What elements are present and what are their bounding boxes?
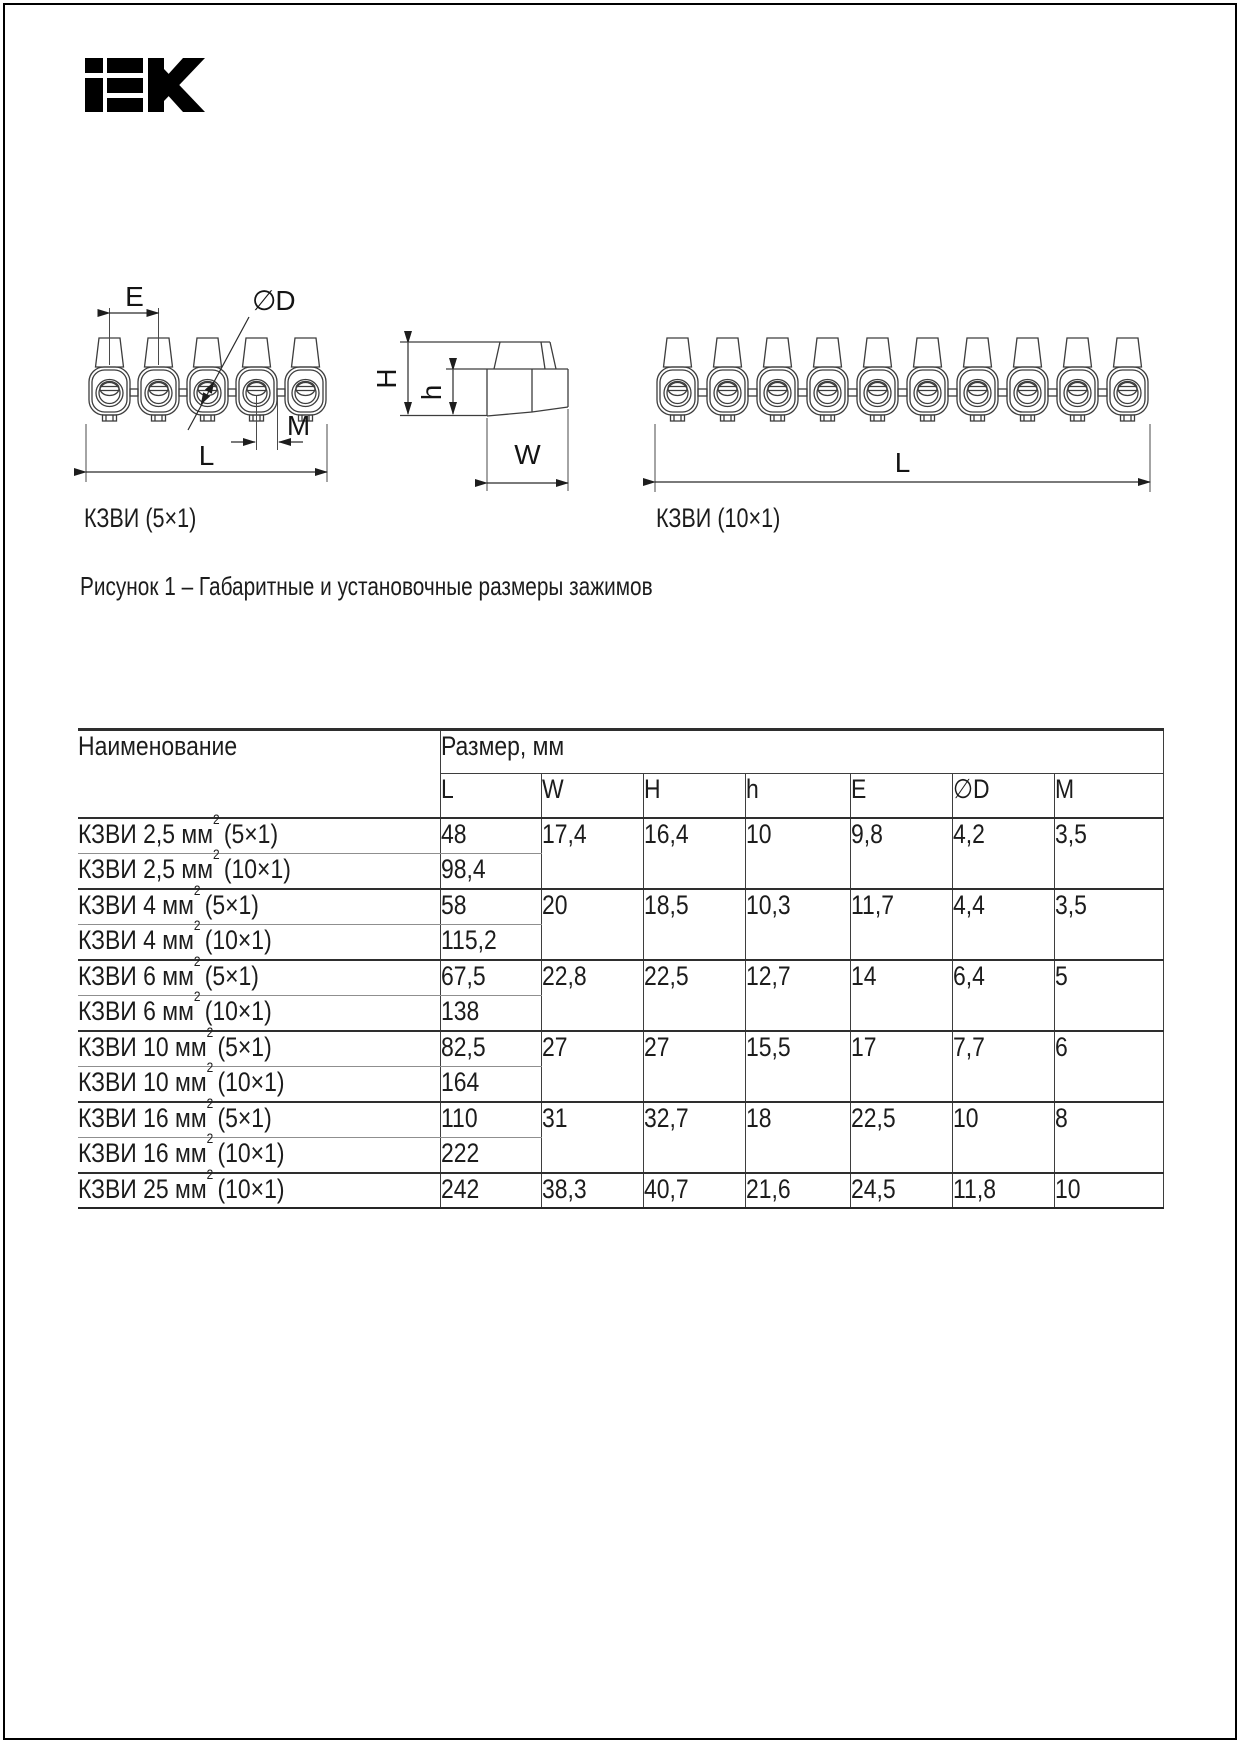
header-W: W bbox=[541, 774, 643, 818]
dim-D-cell: 11,8 bbox=[952, 1173, 1054, 1209]
dim-E-cell: 22,5 bbox=[850, 1102, 952, 1173]
side-view-drawing bbox=[371, 342, 568, 491]
product-name-cell: КЗВИ 6 $мм^2$ (5×1) bbox=[78, 960, 440, 996]
header-name: Наименование bbox=[78, 730, 440, 818]
dim-label-H: H bbox=[371, 369, 402, 389]
dim-W-cell: 31 bbox=[541, 1102, 643, 1173]
product-name-cell: КЗВИ 25 $мм^2$ (10×1) bbox=[78, 1173, 440, 1209]
dim-L-cell: 110 bbox=[440, 1102, 541, 1138]
dim-L-cell: 242 bbox=[440, 1173, 541, 1209]
table-body bbox=[78, 810, 1163, 1209]
dim-M-cell: 3,5 bbox=[1054, 818, 1163, 889]
dim-H-cell: 18,5 bbox=[643, 889, 745, 960]
dimension-H bbox=[371, 343, 408, 414]
dim-L-cell: 67,5 bbox=[440, 960, 541, 996]
header-h: h bbox=[745, 774, 850, 818]
dim-h-cell: 10 bbox=[745, 818, 850, 889]
product-name-cell: КЗВИ 16 $мм^2$ (5×1) bbox=[78, 1102, 440, 1138]
dim-L-cell: 222 bbox=[440, 1137, 541, 1173]
dimension-E bbox=[110, 281, 159, 365]
header-M: M bbox=[1054, 774, 1163, 818]
front-view-10x1-drawing bbox=[657, 338, 1148, 421]
product-name-cell: КЗВИ 10 $мм^2$ (10×1) bbox=[78, 1066, 440, 1102]
figure-label-10x1: КЗВИ (10×1) bbox=[656, 503, 781, 533]
dim-label-D: ∅D bbox=[252, 285, 295, 316]
dim-D-cell: 4,4 bbox=[952, 889, 1054, 960]
dim-L-cell: 48 bbox=[440, 818, 541, 854]
product-name-cell: КЗВИ 2,5 $мм^2$ (5×1) bbox=[78, 818, 440, 854]
front-view-5x1-drawing bbox=[89, 338, 326, 421]
product-name-cell: КЗВИ 10 $мм^2$ (5×1) bbox=[78, 1031, 440, 1067]
dim-M-cell: 6 bbox=[1054, 1031, 1163, 1102]
dimension-h bbox=[416, 370, 453, 414]
table-row bbox=[78, 960, 1163, 996]
iek-logo-glyphs bbox=[85, 58, 205, 112]
header-size-mm: Размер, мм bbox=[440, 730, 1163, 774]
dim-label-M: M bbox=[286, 410, 310, 441]
dim-H-cell: 40,7 bbox=[643, 1173, 745, 1209]
dim-H-cell: 27 bbox=[643, 1031, 745, 1102]
table-row bbox=[78, 1173, 1163, 1209]
dim-label-L5: L bbox=[198, 440, 214, 471]
dim-h-cell: 10,3 bbox=[745, 889, 850, 960]
dim-E-cell: 11,7 bbox=[850, 889, 952, 960]
header-H: H bbox=[643, 774, 745, 818]
figure-caption: Рисунок 1 – Габаритные и установочные размеры зажимов bbox=[80, 571, 653, 601]
dimension-D bbox=[188, 285, 295, 430]
dim-D-cell: 6,4 bbox=[952, 960, 1054, 1031]
dimension-L-10x1 bbox=[655, 424, 1150, 492]
dim-L-cell: 98,4 bbox=[440, 853, 541, 889]
dim-M-cell: 3,5 bbox=[1054, 889, 1163, 960]
dim-L-cell: 164 bbox=[440, 1066, 541, 1102]
dim-M-cell: 5 bbox=[1054, 960, 1163, 1031]
dim-L-cell: 58 bbox=[440, 889, 541, 925]
product-name-cell: КЗВИ 6 $мм^2$ (10×1) bbox=[78, 995, 440, 1031]
dim-H-cell: 16,4 bbox=[643, 818, 745, 889]
dim-W-cell: 20 bbox=[541, 889, 643, 960]
table-row bbox=[78, 1102, 1163, 1138]
dim-E-cell: 14 bbox=[850, 960, 952, 1031]
dim-label-L10: L bbox=[894, 447, 910, 478]
table-row bbox=[78, 889, 1163, 925]
header-L: L bbox=[440, 774, 541, 818]
header-D: ∅D bbox=[952, 774, 1054, 818]
dim-E-cell: 24,5 bbox=[850, 1173, 952, 1209]
table-header-row-1 bbox=[78, 730, 1163, 774]
dim-label-E: E bbox=[125, 281, 143, 312]
dim-E-cell: 9,8 bbox=[850, 818, 952, 889]
dim-h-cell: 18 bbox=[745, 1102, 850, 1173]
dim-D-cell: 10 bbox=[952, 1102, 1054, 1173]
header-E: E bbox=[850, 774, 952, 818]
figure-label-5x1: КЗВИ (5×1) bbox=[84, 503, 197, 533]
product-name-cell: КЗВИ 2,5 $мм^2$ (10×1) bbox=[78, 853, 440, 889]
dim-E-cell: 17 bbox=[850, 1031, 952, 1102]
dim-D-cell: 7,7 bbox=[952, 1031, 1054, 1102]
dim-H-cell: 32,7 bbox=[643, 1102, 745, 1173]
dim-L-cell: 82,5 bbox=[440, 1031, 541, 1067]
dim-M-cell: 10 bbox=[1054, 1173, 1163, 1209]
dim-W-cell: 17,4 bbox=[541, 818, 643, 889]
dim-D-cell: 4,2 bbox=[952, 818, 1054, 889]
dim-h-cell: 15,5 bbox=[745, 1031, 850, 1102]
dim-h-cell: 12,7 bbox=[745, 960, 850, 1031]
dim-H-cell: 22,5 bbox=[643, 960, 745, 1031]
product-name-cell: КЗВИ 4 $мм^2$ (5×1) bbox=[78, 889, 440, 925]
table-row bbox=[78, 1031, 1163, 1067]
dimension-W bbox=[487, 409, 568, 491]
dim-h-cell: 21,6 bbox=[745, 1173, 850, 1209]
product-name-cell: КЗВИ 16 $мм^2$ (10×1) bbox=[78, 1137, 440, 1173]
dim-M-cell: 8 bbox=[1054, 1102, 1163, 1173]
product-name-cell: КЗВИ 4 $мм^2$ (10×1) bbox=[78, 924, 440, 960]
dim-label-W: W bbox=[514, 439, 540, 470]
dimensions-table bbox=[78, 728, 1164, 1209]
iek-logo bbox=[84, 55, 208, 113]
dim-W-cell: 22,8 bbox=[541, 960, 643, 1031]
dim-label-h: h bbox=[416, 385, 447, 401]
dim-L-cell: 138 bbox=[440, 995, 541, 1031]
dim-W-cell: 27 bbox=[541, 1031, 643, 1102]
table-row bbox=[78, 818, 1163, 854]
dim-L-cell: 115,2 bbox=[440, 924, 541, 960]
dim-W-cell: 38,3 bbox=[541, 1173, 643, 1209]
